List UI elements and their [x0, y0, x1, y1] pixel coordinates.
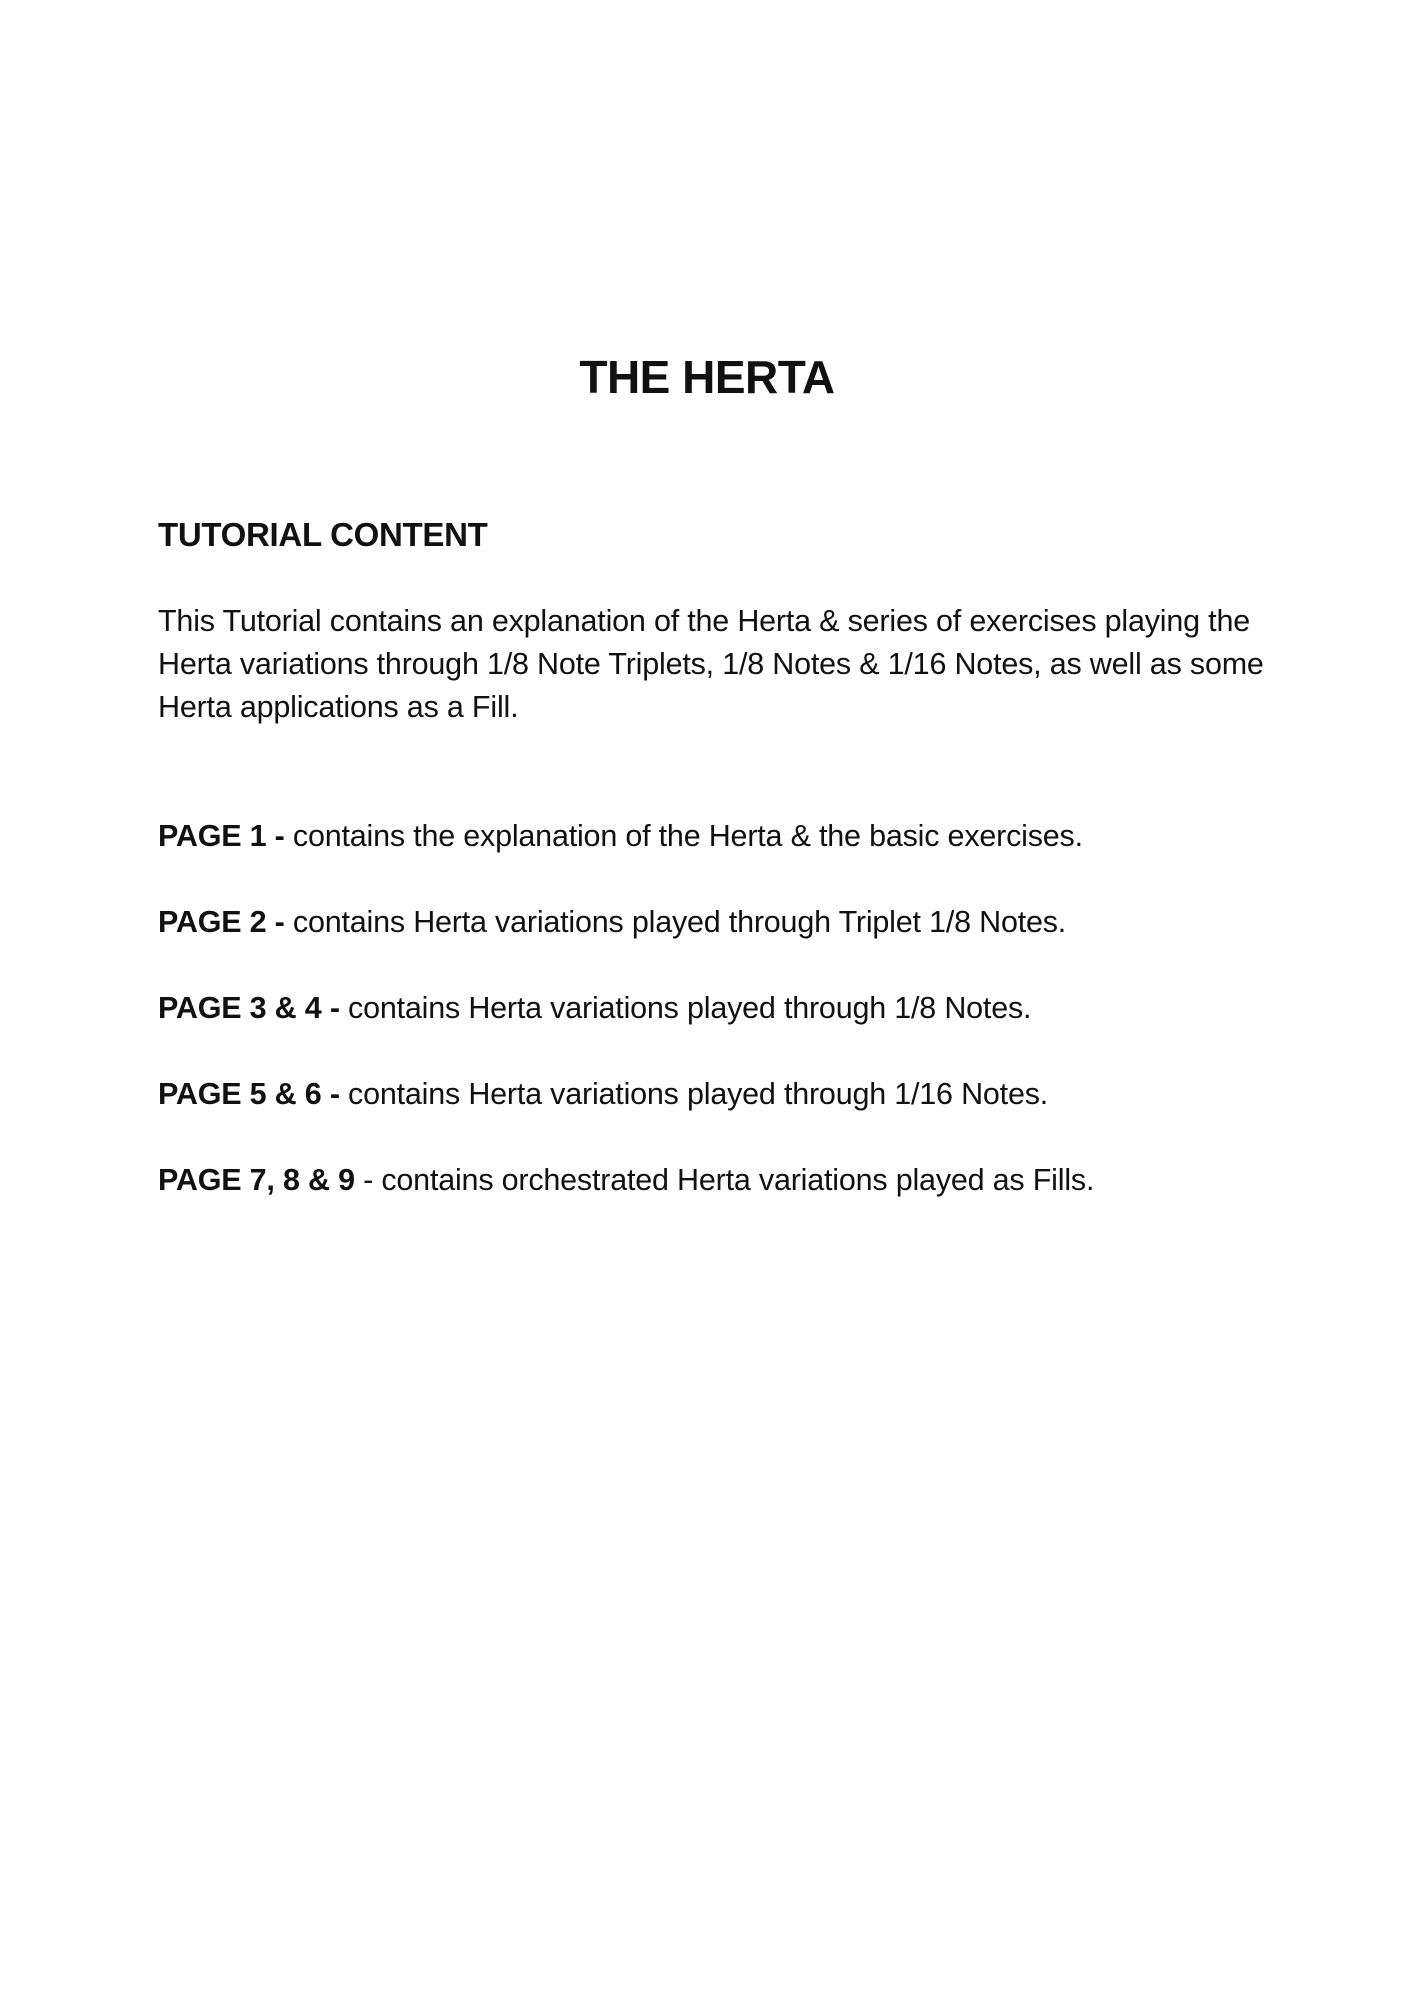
page-entry-text: - contains orchestrated Herta variations played as Fills. — [354, 1163, 1095, 1197]
page-entry-text: contains Herta variations played through Triplet 1/8 Notes. — [284, 905, 1067, 939]
page-entry-5-6 — [158, 1073, 1278, 1116]
page-entry-label: PAGE 5 & 6 - — [158, 1077, 340, 1111]
page-entry-text: contains the explanation of the Herta & the basic exercises. — [284, 819, 1083, 853]
page-entry-text: contains Herta variations played through 1/16 Notes. — [339, 1077, 1049, 1111]
page-entry-label: PAGE 3 & 4 - — [158, 991, 340, 1025]
page-entry-label: PAGE 7, 8 & 9 — [158, 1163, 355, 1197]
page-entry-2 — [158, 901, 1278, 944]
document-title: THE HERTA — [579, 351, 835, 403]
intro-paragraph: This Tutorial contains an explanation of the Herta & series of exercises playing the Herta variations through 1/8 Note Triplets, 1/8 Notes & 1/16 Notes, as well as some Herta applications as a Fill. — [158, 604, 1264, 724]
page-entry-7-8-9 — [158, 1159, 1278, 1202]
page-entry-3-4 — [158, 987, 1278, 1030]
page-entry-text: contains Herta variations played through 1/8 Notes. — [339, 991, 1032, 1025]
page-entry-label: PAGE 2 - — [158, 905, 285, 939]
page-contents-list — [158, 815, 1278, 1245]
page-entry-label: PAGE 1 - — [158, 819, 285, 853]
section-heading: TUTORIAL CONTENT — [158, 516, 488, 553]
page-entry-1 — [158, 815, 1278, 858]
